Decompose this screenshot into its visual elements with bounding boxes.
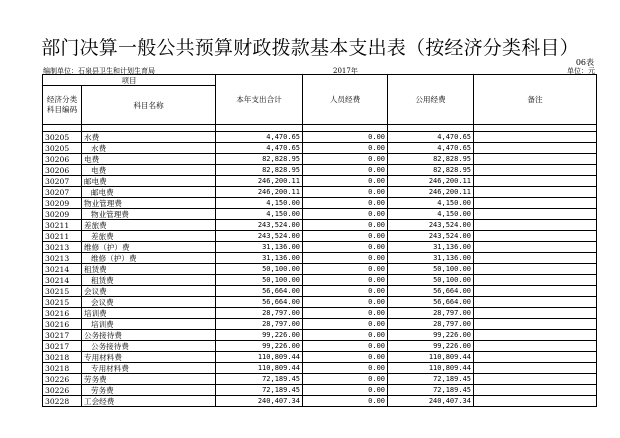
- row-total: 243,524.00: [216, 231, 303, 242]
- row-public: 240,407.34: [388, 396, 474, 407]
- row-name: 维修（护）费: [82, 242, 216, 253]
- row-remark: [474, 319, 597, 330]
- row-remark: [474, 396, 597, 407]
- row-code: 30218: [43, 363, 82, 374]
- row-total: 31,136.00: [216, 253, 303, 264]
- row-name: 劳务费: [82, 385, 216, 396]
- row-public: 99,226.00: [388, 330, 474, 341]
- row-name: 差旅费: [82, 231, 216, 242]
- table-row: [43, 176, 597, 187]
- row-public: 28,797.00: [388, 319, 474, 330]
- row-name: 专用材料费: [82, 363, 216, 374]
- row-personnel: 0.00: [303, 363, 388, 374]
- row-total: 56,664.00: [216, 286, 303, 297]
- row-name: 培训费: [82, 319, 216, 330]
- table-row: [43, 286, 597, 297]
- row-public: 243,524.00: [388, 231, 474, 242]
- row-personnel: 0.00: [303, 132, 388, 143]
- row-code: 30216: [43, 319, 82, 330]
- header-public: 公用经费: [388, 75, 474, 125]
- row-personnel: 0.00: [303, 330, 388, 341]
- row-total: 4,470.65: [216, 143, 303, 154]
- table-row: [43, 297, 597, 308]
- row-total: 110,809.44: [216, 352, 303, 363]
- table-row: [43, 253, 597, 264]
- row-remark: [474, 165, 597, 176]
- row-name: 物业管理费: [82, 198, 216, 209]
- org-label: 编制单位：石泉县卫生和计划生育局: [43, 67, 155, 75]
- row-code: 30217: [43, 330, 82, 341]
- row-code: 30217: [43, 341, 82, 352]
- row-public: 50,100.00: [388, 275, 474, 286]
- row-remark: [474, 187, 597, 198]
- row-total: 72,189.45: [216, 374, 303, 385]
- row-name: 差旅费: [82, 220, 216, 231]
- row-remark: [474, 374, 597, 385]
- row-name: 会议费: [82, 286, 216, 297]
- row-total: 246,200.11: [216, 187, 303, 198]
- row-personnel: 0.00: [303, 297, 388, 308]
- row-code: 30218: [43, 352, 82, 363]
- row-name: 培训费: [82, 308, 216, 319]
- row-total: 31,136.00: [216, 242, 303, 253]
- row-total: 56,664.00: [216, 297, 303, 308]
- row-code: 30209: [43, 209, 82, 220]
- row-code: 30226: [43, 374, 82, 385]
- table-row: [43, 308, 597, 319]
- row-remark: [474, 253, 597, 264]
- table-row: [43, 231, 597, 242]
- row-code: 30205: [43, 143, 82, 154]
- row-name: 租赁费: [82, 264, 216, 275]
- row-personnel: 0.00: [303, 220, 388, 231]
- row-remark: [474, 198, 597, 209]
- row-remark: [474, 330, 597, 341]
- row-personnel: 0.00: [303, 352, 388, 363]
- row-remark: [474, 209, 597, 220]
- row-code: 30214: [43, 264, 82, 275]
- table-row: [43, 341, 597, 352]
- row-name: 会议费: [82, 297, 216, 308]
- row-remark: [474, 286, 597, 297]
- row-public: 56,664.00: [388, 286, 474, 297]
- row-code: 30215: [43, 286, 82, 297]
- row-code: 30207: [43, 176, 82, 187]
- row-personnel: 0.00: [303, 176, 388, 187]
- row-remark: [474, 242, 597, 253]
- row-code: 30205: [43, 132, 82, 143]
- row-personnel: 0.00: [303, 165, 388, 176]
- row-personnel: 0.00: [303, 319, 388, 330]
- row-remark: [474, 308, 597, 319]
- row-name: 专用材料费: [82, 352, 216, 363]
- row-code: 30207: [43, 187, 82, 198]
- row-total: 99,226.00: [216, 341, 303, 352]
- row-personnel: 0.00: [303, 154, 388, 165]
- row-public: 50,100.00: [388, 264, 474, 275]
- header-project: 项目: [43, 75, 216, 86]
- header-code: 经济分类 科目编码: [43, 86, 82, 125]
- table-row: [43, 275, 597, 286]
- row-code: 30209: [43, 198, 82, 209]
- row-code: 30211: [43, 220, 82, 231]
- table-row: [43, 363, 597, 374]
- row-total: 240,407.34: [216, 396, 303, 407]
- row-public: 56,664.00: [388, 297, 474, 308]
- header-name: 科目名称: [82, 86, 216, 125]
- row-code: 30215: [43, 297, 82, 308]
- table-row: [43, 187, 597, 198]
- row-public: 31,136.00: [388, 253, 474, 264]
- row-code: 30206: [43, 165, 82, 176]
- row-code: 30226: [43, 385, 82, 396]
- row-personnel: 0.00: [303, 385, 388, 396]
- row-name: 公务接待费: [82, 330, 216, 341]
- row-total: 50,100.00: [216, 275, 303, 286]
- row-code: 30213: [43, 242, 82, 253]
- table-row: [43, 352, 597, 363]
- row-name: 租赁费: [82, 275, 216, 286]
- row-remark: [474, 297, 597, 308]
- row-remark: [474, 143, 597, 154]
- row-total: 4,150.00: [216, 198, 303, 209]
- table-row: [43, 132, 597, 143]
- row-remark: [474, 154, 597, 165]
- header-personnel: 人员经费: [303, 75, 388, 125]
- table-row: [43, 154, 597, 165]
- row-remark: [474, 275, 597, 286]
- year-label: 2017年: [333, 67, 358, 75]
- row-total: 50,100.00: [216, 264, 303, 275]
- row-code: 30211: [43, 231, 82, 242]
- row-name: 水费: [82, 143, 216, 154]
- row-total: 28,797.00: [216, 308, 303, 319]
- row-public: 82,828.95: [388, 165, 474, 176]
- row-public: 246,200.11: [388, 187, 474, 198]
- row-remark: [474, 341, 597, 352]
- row-personnel: 0.00: [303, 275, 388, 286]
- row-public: 110,809.44: [388, 352, 474, 363]
- header-total: 本年支出合计: [216, 75, 303, 125]
- row-public: 4,150.00: [388, 198, 474, 209]
- table-row: [43, 220, 597, 231]
- row-remark: [474, 132, 597, 143]
- table-row: [43, 330, 597, 341]
- row-total: 4,150.00: [216, 209, 303, 220]
- row-remark: [474, 231, 597, 242]
- row-total: 28,797.00: [216, 319, 303, 330]
- row-total: 110,809.44: [216, 363, 303, 374]
- table-row: [43, 242, 597, 253]
- row-code: 30213: [43, 253, 82, 264]
- form-number: 06表: [575, 58, 594, 67]
- row-personnel: 0.00: [303, 231, 388, 242]
- table-row: [43, 374, 597, 385]
- row-public: 4,470.65: [388, 132, 474, 143]
- row-personnel: 0.00: [303, 308, 388, 319]
- row-name: 水费: [82, 132, 216, 143]
- blank-row: [43, 125, 597, 132]
- row-public: 82,828.95: [388, 154, 474, 165]
- row-remark: [474, 363, 597, 374]
- row-code: 30228: [43, 396, 82, 407]
- row-total: 82,828.95: [216, 154, 303, 165]
- row-total: 246,200.11: [216, 176, 303, 187]
- row-public: 72,189.45: [388, 385, 474, 396]
- row-name: 维修（护）费: [82, 253, 216, 264]
- row-code: 30214: [43, 275, 82, 286]
- table-body: [43, 132, 597, 407]
- row-public: 246,200.11: [388, 176, 474, 187]
- row-code: 30216: [43, 308, 82, 319]
- row-public: 4,150.00: [388, 209, 474, 220]
- table-row: [43, 396, 597, 407]
- row-total: 99,226.00: [216, 330, 303, 341]
- row-code: 30206: [43, 154, 82, 165]
- row-name: 物业管理费: [82, 209, 216, 220]
- row-remark: [474, 352, 597, 363]
- row-personnel: 0.00: [303, 341, 388, 352]
- row-public: 110,809.44: [388, 363, 474, 374]
- row-personnel: 0.00: [303, 374, 388, 385]
- row-total: 243,524.00: [216, 220, 303, 231]
- row-name: 劳务费: [82, 374, 216, 385]
- row-name: 邮电费: [82, 187, 216, 198]
- row-remark: [474, 220, 597, 231]
- table-row: [43, 198, 597, 209]
- row-name: 邮电费: [82, 176, 216, 187]
- table-row: [43, 385, 597, 396]
- row-name: 工会经费: [82, 396, 216, 407]
- row-personnel: 0.00: [303, 198, 388, 209]
- row-remark: [474, 385, 597, 396]
- row-public: 4,470.65: [388, 143, 474, 154]
- table-row: [43, 143, 597, 154]
- table-row: [43, 319, 597, 330]
- row-total: 82,828.95: [216, 165, 303, 176]
- row-name: 公务接待费: [82, 341, 216, 352]
- row-personnel: 0.00: [303, 143, 388, 154]
- unit-label: 单位：元: [567, 67, 595, 75]
- row-total: 4,470.65: [216, 132, 303, 143]
- row-public: 28,797.00: [388, 308, 474, 319]
- row-personnel: 0.00: [303, 286, 388, 297]
- row-public: 31,136.00: [388, 242, 474, 253]
- table-row: [43, 264, 597, 275]
- row-personnel: 0.00: [303, 396, 388, 407]
- row-personnel: 0.00: [303, 253, 388, 264]
- row-personnel: 0.00: [303, 187, 388, 198]
- row-name: 电费: [82, 165, 216, 176]
- header-remark: 备注: [474, 75, 597, 125]
- row-personnel: 0.00: [303, 242, 388, 253]
- row-remark: [474, 176, 597, 187]
- row-total: 72,189.45: [216, 385, 303, 396]
- expenditure-table: [42, 74, 597, 407]
- row-personnel: 0.00: [303, 264, 388, 275]
- table-row: [43, 209, 597, 220]
- report-title: 部门决算一般公共预算财政拨款基本支出表（按经济分类科目）: [41, 37, 579, 59]
- row-public: 72,189.45: [388, 374, 474, 385]
- row-public: 99,226.00: [388, 341, 474, 352]
- row-name: 电费: [82, 154, 216, 165]
- row-remark: [474, 264, 597, 275]
- table-row: [43, 165, 597, 176]
- row-personnel: 0.00: [303, 209, 388, 220]
- row-public: 243,524.00: [388, 220, 474, 231]
